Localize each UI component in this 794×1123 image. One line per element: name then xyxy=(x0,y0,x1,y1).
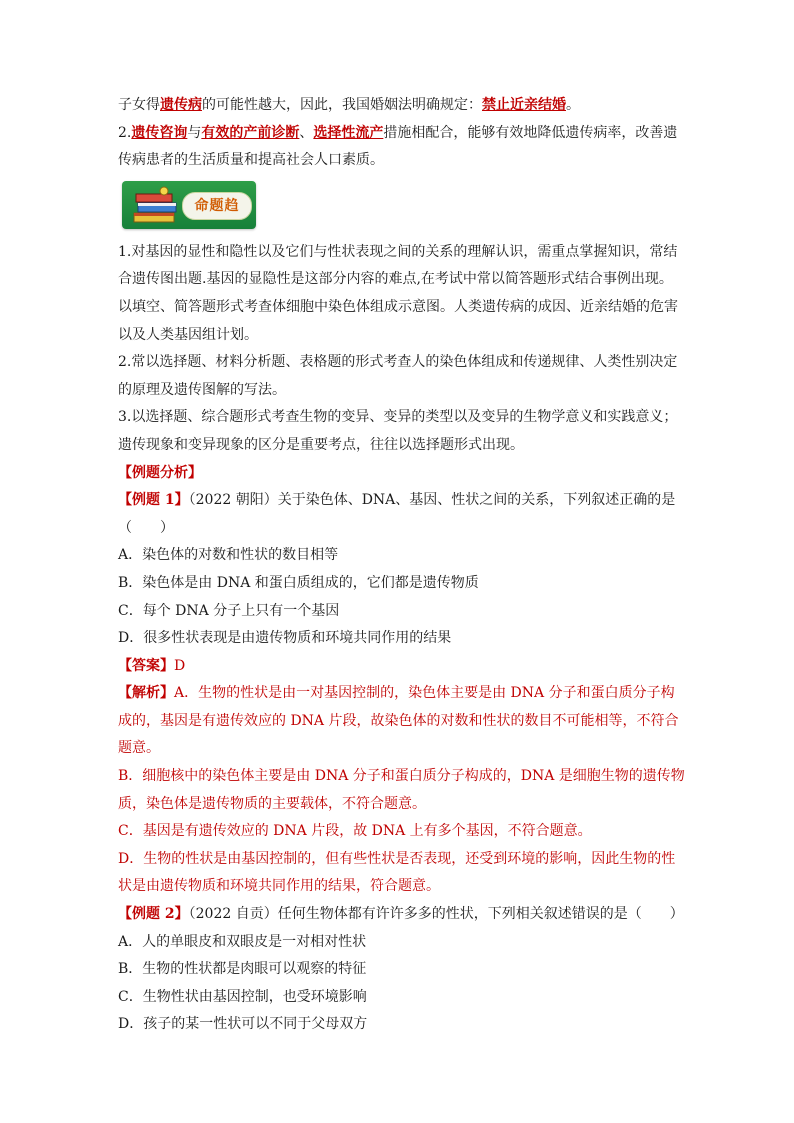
paragraph-line: 的原理及遗传图解的写法。 xyxy=(118,381,286,398)
intro-line-3: 传病患者的生活质量和提高社会人口素质。 xyxy=(118,152,384,169)
analysis-line: 质，染色体是遗传物质的主要载体，不符合题意。 xyxy=(118,795,426,812)
text: 。 xyxy=(566,97,580,113)
analysis-tag: 【解析】 xyxy=(118,685,174,702)
analysis-text: A．生物的性状是由一对基因控制的，染色体主要是由 DNA 分子和蛋白质分子构 xyxy=(174,685,675,702)
answer-tag: 【答案】 xyxy=(118,657,174,674)
trend-paragraph-3 xyxy=(118,404,678,459)
section-badge-row xyxy=(118,181,678,235)
highlight-selective-abortion: 选择性流产 xyxy=(313,124,384,141)
paragraph-line: 以填空、简答题形式考查体细胞中染色体组成示意图。人类遗传病的成因、近亲结婚的危害 xyxy=(118,298,678,315)
text: 与 xyxy=(187,124,202,141)
example-heading: 【例题分析】 xyxy=(118,464,202,481)
text: 的可能性越大，因此，我国婚姻法明确规定： xyxy=(202,97,482,113)
question-stem xyxy=(118,901,684,929)
highlight-genetic-disease: 遗传病 xyxy=(160,97,202,113)
question-2 xyxy=(118,901,684,1039)
highlight-genetic-counseling: 遗传咨询 xyxy=(131,124,188,141)
paragraph-line: 以及人类基因组计划。 xyxy=(118,326,258,343)
question-text: （2022 朝阳）关于染色体、DNA、基因、性状之间的关系，下列叙述正确的是 xyxy=(188,492,676,509)
section-badge xyxy=(122,181,256,229)
analysis-line: D．生物的性状是由基因控制的，但有些性状是否表现，还受到环境的影响，因此生物的性 xyxy=(118,850,676,867)
highlight-prenatal-diagnosis: 有效的产前诊断 xyxy=(201,124,300,141)
answer-value: D xyxy=(174,657,186,674)
trend-paragraph-2 xyxy=(118,349,678,404)
option-d: D．孩子的某一性状可以不同于父母双方 xyxy=(118,1016,368,1033)
question-stem-blank: （ ） xyxy=(118,519,174,536)
analysis-line xyxy=(118,680,678,708)
paragraph-line: 1.对基因的显性和隐性以及它们与性状表现之间的关系的理解认识，需重点掌握知识，常结 xyxy=(118,243,678,260)
highlight-no-consanguineous-marriage: 禁止近亲结婚 xyxy=(482,97,566,113)
option-b: B．生物的性状都是肉眼可以观察的特征 xyxy=(118,961,367,978)
analysis-line: B．细胞核中的染色体主要是由 DNA 分子和蛋白质分子构成的，DNA 是细胞生物的遗传物 xyxy=(118,768,685,785)
paragraph-line: 3.以选择题、综合题形式考查生物的变异、变异的类型以及变异的生物学意义和实践意义； xyxy=(118,409,678,426)
question-1 xyxy=(118,487,685,901)
analysis-block xyxy=(118,680,685,901)
text: 2. xyxy=(118,124,132,141)
question-stem xyxy=(118,487,678,515)
question-tag: 【例题 2】 xyxy=(118,906,189,923)
paragraph-line: 合遗传图出题.基因的显隐性是这部分内容的难点,在考试中常以简答题形式结合事例出现。 xyxy=(118,271,673,288)
option-b: B．染色体是由 DNA 和蛋白质组成的，它们都是遗传物质 xyxy=(118,574,479,591)
books-icon xyxy=(130,185,182,227)
option-c: C．生物性状由基因控制，也受环境影响 xyxy=(118,988,367,1005)
intro-line-1 xyxy=(118,92,678,120)
option-a: A．人的单眼皮和双眼皮是一对相对性状 xyxy=(118,933,367,950)
analysis-line: C．基因是有遗传效应的 DNA 片段，故 DNA 上有多个基因，不符合题意。 xyxy=(118,823,592,840)
question-text: （2022 自贡）任何生物体都有许许多多的性状，下列相关叙述错误的是（ ） xyxy=(188,906,684,923)
analysis-line: 状是由遗传物质和环境共同作用的结果，符合题意。 xyxy=(118,878,440,895)
section-badge-label: 命题趋 xyxy=(182,192,252,220)
analysis-line: 成的，基因是有遗传效应的 DNA 片段，故染色体的对数和性状的数目不可能相等，不符合 xyxy=(118,712,679,729)
trend-paragraph-1 xyxy=(118,239,678,349)
text: 措施相配合，能够有效地降低遗传病率，改善遗 xyxy=(383,124,678,141)
text: 、 xyxy=(299,124,314,141)
document-body xyxy=(118,92,685,1039)
option-d: D．很多性状表现是由遗传物质和环境共同作用的结果 xyxy=(118,630,452,647)
option-a: A．染色体的对数和性状的数目相等 xyxy=(118,547,339,564)
text: 子女得 xyxy=(118,97,160,113)
question-tag: 【例题 1】 xyxy=(118,492,189,509)
answer-line xyxy=(118,653,678,681)
option-c: C．每个 DNA 分子上只有一个基因 xyxy=(118,602,340,619)
intro-line-2 xyxy=(118,120,678,148)
paragraph-line: 2.常以选择题、材料分析题、表格题的形式考查人的染色体组成和传递规律、人类性别决定 xyxy=(118,354,678,371)
analysis-line: 题意。 xyxy=(118,740,160,757)
paragraph-line: 遗传现象和变异现象的区分是重要考点，往往以选择题形式出现。 xyxy=(118,436,524,453)
